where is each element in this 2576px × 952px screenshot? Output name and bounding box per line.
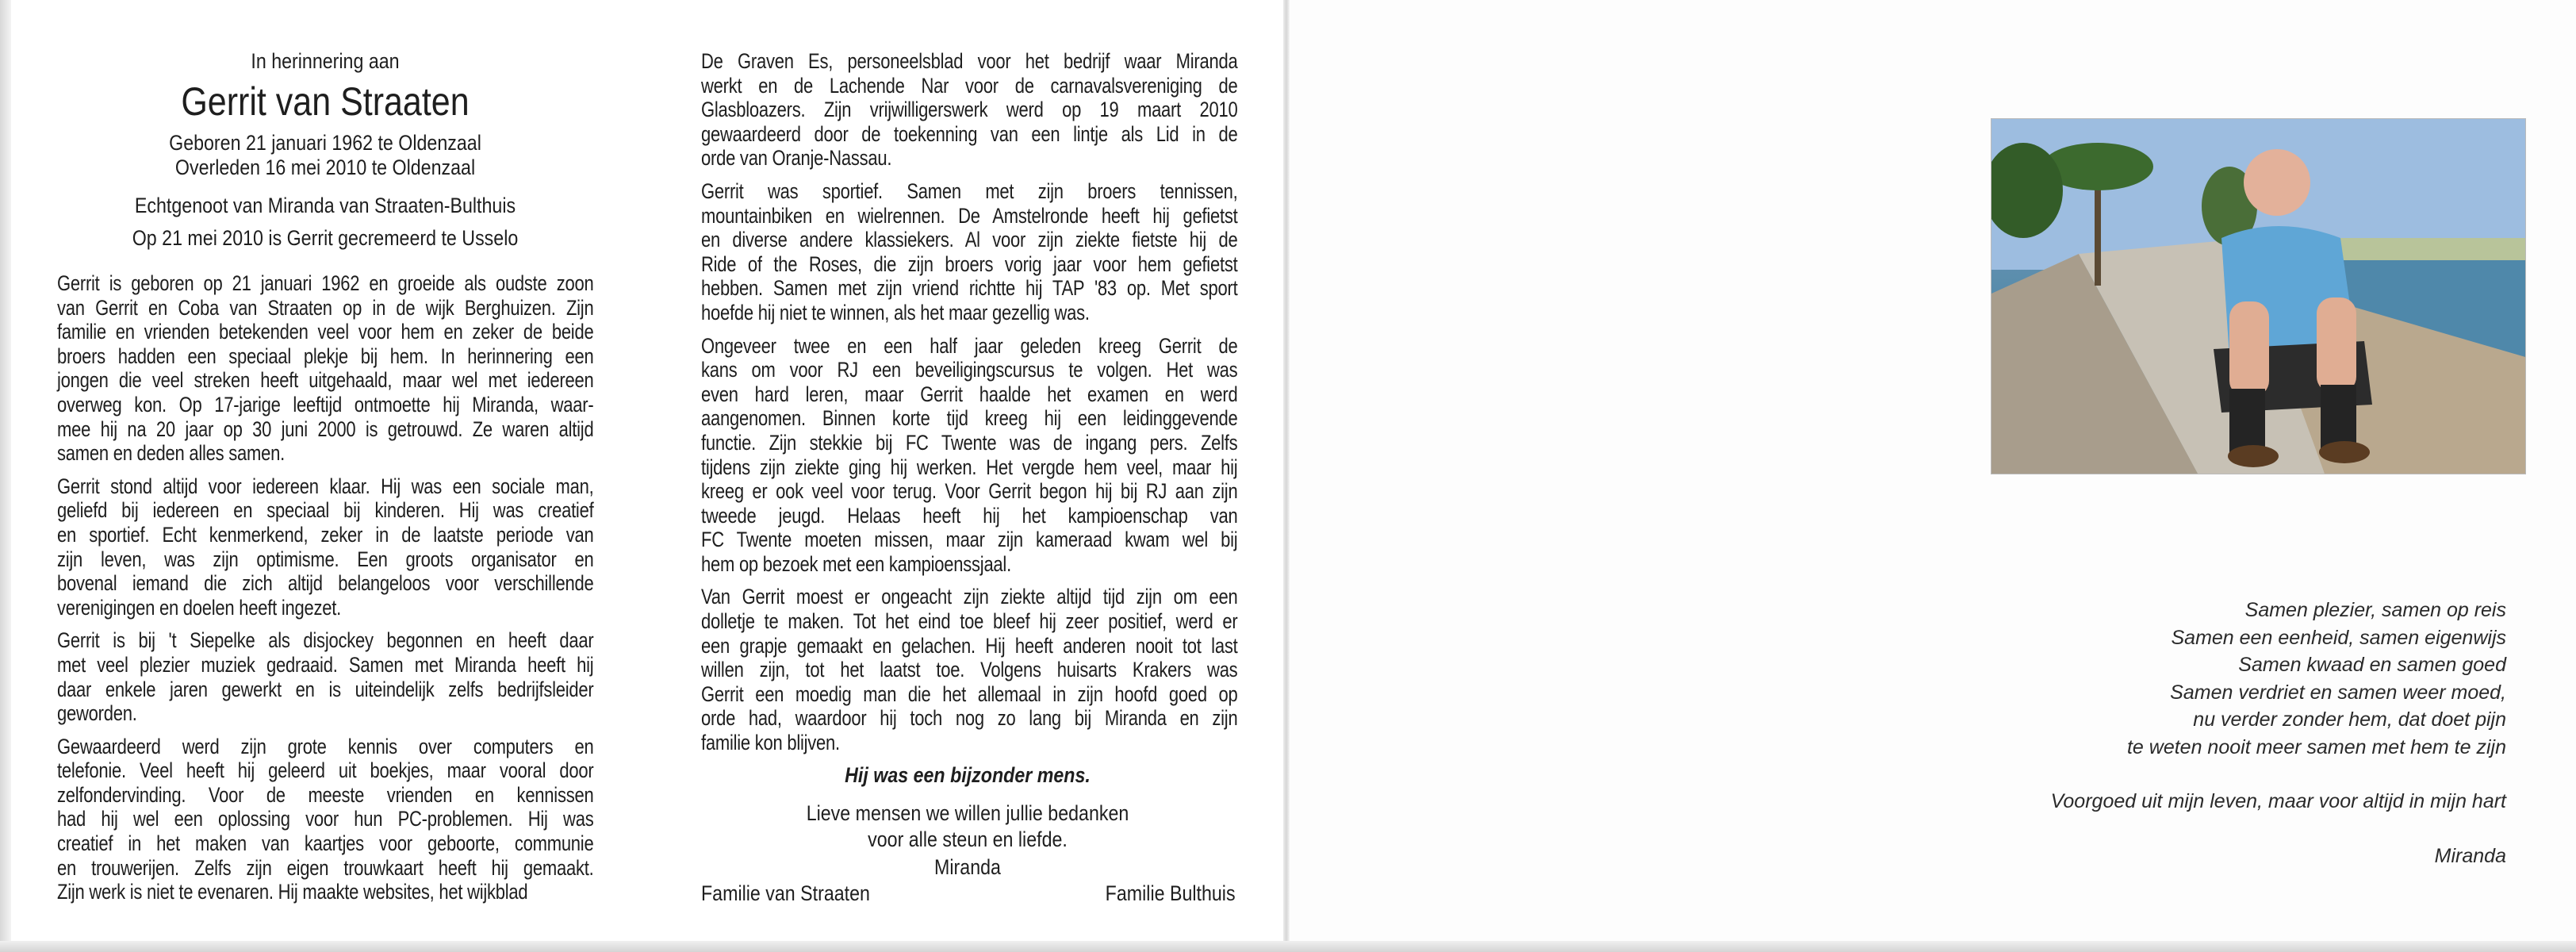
poem	[2051, 597, 2506, 869]
text-line: met veel plezier muziek gedraaid. Samen met Miranda heeft hij	[57, 652, 594, 677]
portrait-photo	[1991, 118, 2526, 474]
poem-line: te weten nooit meer samen met hem te zijn	[2126, 735, 2506, 758]
photo-scene	[1991, 119, 2525, 474]
poem-line: Samen plezier, samen op reis	[2244, 599, 2506, 621]
text-line: had hij wel een oplossing voor hun PC-problemen. Hij was	[57, 807, 594, 831]
poem-line: Samen verdriet en samen weer moed,	[2170, 681, 2506, 704]
text-line: zijn leven, was zijn optimisme. Een groots organisator en	[57, 547, 594, 571]
poem-line: nu verder zonder hem, dat doet pijn	[2193, 708, 2506, 731]
left-body-text	[57, 271, 593, 913]
text-line: kreeg er ook veel voor terug. Voor Gerrit begon hij bij RJ aan zijn	[701, 479, 1238, 504]
text-line: aangenomen. Binnen korte tijd kreeg hij een leidinggevende	[701, 406, 1238, 431]
text-line: Glasbloazers. Zijn vrijwilligerswerk werd op 19 maart 2010	[701, 98, 1238, 122]
signed-miranda: Miranda	[934, 855, 1001, 879]
intro-text: In herinnering aan	[251, 49, 400, 73]
text-line: werkt en de Lachende Nar voor de carnavalsvereniging de	[701, 73, 1238, 98]
text-line: tijdens zijn ziekte ging hij werken. Het vergde hem veel, maar hij	[701, 455, 1238, 479]
family-bulthuis: Familie Bulthuis	[1106, 881, 1236, 905]
text-line: overweg kon. Op 17-jarige leeftijd ontmoette hij Miranda, waar-	[57, 392, 594, 416]
cremation-line: Op 21 mei 2010 is Gerrit gecremeerd te Usselo	[132, 226, 519, 250]
text-line: zelfondervinding. Voor de meeste vrienden en kennissen	[57, 782, 594, 807]
paragraph	[57, 735, 593, 904]
text-line: creatief in het maken van kaartjes voor geboorte, communie	[57, 831, 594, 856]
text-line: Van Gerrit moest er ongeacht zijn ziekte altijd tijd zijn om een	[701, 585, 1238, 609]
text-line: verenigingen en doelen heeft ingezet.	[57, 595, 342, 620]
text-line: Gerrit een moedig man die het allemaal in zijn hoofd goed op	[701, 681, 1238, 706]
text-line: Gewaardeerd werd zijn grote kennis over computers en	[57, 734, 594, 758]
text-line: Ongeveer twee en een half jaar geleden kreeg Gerrit de	[701, 333, 1238, 358]
death-line: Overleden 16 mei 2010 te Oldenzaal	[174, 155, 476, 179]
poem-signature: Miranda	[2434, 844, 2506, 867]
text-line: dolletje te maken. Tot het eind toe bleef hij zeer positief, werd er	[701, 609, 1238, 634]
paragraph	[57, 628, 593, 725]
poem-line: Samen kwaad en samen goed	[2238, 654, 2506, 676]
text-line: gewaardeerd door de toekenning van een lintje als Lid in de	[701, 121, 1238, 146]
text-line: familie kon blijven.	[701, 731, 840, 755]
family-van-straaten: Familie van Straaten	[701, 881, 870, 905]
text-line: hoefde hij niet te winnen, als het maar gezellig was.	[701, 300, 1090, 324]
card-fold	[1283, 0, 1290, 952]
paragraph	[701, 334, 1237, 577]
deceased-name: Gerrit van Straaten	[181, 79, 470, 124]
birth-line: Geboren 21 januari 1962 te Oldenzaal	[169, 131, 481, 155]
text-line: daar enkele jaren gewerkt en is uiteindelijk zelfs bedrijfsleider	[57, 677, 594, 701]
card-edge-bottom	[0, 941, 2576, 952]
text-line: hebben. Samen met zijn vriend richtte hij TAP '83 op. Met sport	[701, 276, 1238, 301]
text-line: geworden.	[57, 701, 137, 726]
text-line: familie en vrienden betekenden veel voor hem en zeker de beide	[57, 320, 594, 344]
card-edge-left	[0, 0, 11, 952]
paragraph	[701, 585, 1237, 754]
text-line: hem op bezoek met een kampioenssjaal.	[701, 551, 1011, 576]
text-line: en diverse andere klassiekers. Al voor zijn ziekte fietste hij de	[701, 228, 1238, 252]
closing-statement: Hij was een bijzonder mens.	[845, 763, 1091, 787]
text-line: kans om voor RJ een beveiligingscursus te volgen. Het was	[701, 358, 1238, 382]
text-line: van Gerrit en Coba van Straaten op in de wijk Berghuizen. Zijn	[57, 295, 594, 320]
text-line: orde had, waardoor hij toch nog zo lang bij Miranda en zijn	[701, 706, 1238, 731]
text-line: en sportief. Echt kenmerkend, zeker in de laatste periode van	[57, 522, 594, 547]
text-line: Gerrit is geboren op 21 januari 1962 en groeide als oudste zoon	[57, 271, 594, 295]
text-line: telefonie. Veel heeft hij geleerd uit boekjes, maar vooral door	[57, 758, 594, 783]
text-line: mee hij na 20 jaar op 30 juni 2000 is getrouwd. Ze waren altijd	[57, 416, 594, 441]
text-line: De Graven Es, personeelsblad voor het bedrijf waar Miranda	[701, 49, 1238, 73]
motto: Voorgoed uit mijn leven, maar voor altijd in mijn hart	[2050, 790, 2506, 812]
text-line: functie. Zijn stekkie bij FC Twente was de ingang pers. Zelfs	[701, 430, 1238, 455]
paragraph	[701, 179, 1237, 325]
text-line: FC Twente moeten missen, maar zijn kameraad kwam wel bij	[701, 528, 1238, 552]
text-line: even hard leren, maar Gerrit haalde het examen en werd	[701, 382, 1238, 406]
text-line: broers hadden een speciaal plekje bij hem. In herinnering een	[57, 344, 594, 368]
text-line: en trouwerijen. Zelfs zijn eigen trouwkaart heeft hij gemaakt.	[57, 855, 594, 880]
text-line: jongen die veel streken heeft uitgehaald, maar wel met iedereen	[57, 368, 594, 393]
text-line: Ride of the Roses, die zijn broers vorig jaar voor hem gefietst	[701, 251, 1238, 276]
text-line: Gerrit was sportief. Samen met zijn broers tennissen,	[701, 178, 1238, 203]
text-line: een grapje gemaakt en gelachen. Hij heeft anderen nooit tot last	[701, 633, 1238, 658]
paragraph	[57, 271, 593, 466]
spouse-line: Echtgenoot van Miranda van Straaten-Bulthuis	[134, 194, 516, 217]
poem-line: Samen een eenheid, samen eigenwijs	[2171, 626, 2506, 649]
middle-body-text	[701, 49, 1237, 764]
text-line: orde van Oranje-Nassau.	[701, 146, 892, 171]
text-line: samen en deden alles samen.	[57, 441, 285, 466]
paragraph	[57, 474, 593, 620]
text-line: mountainbiken en wielrennen. De Amstelronde heeft hij gefietst	[701, 203, 1238, 228]
text-line: Gerrit stond altijd voor iedereen klaar. Hij was een sociale man,	[57, 474, 594, 498]
thanks-line-2: voor alle steun en liefde.	[868, 827, 1068, 851]
text-line: tweede jeugd. Helaas heeft hij het kampioenschap van	[701, 503, 1238, 528]
paragraph	[701, 49, 1237, 171]
text-line: Gerrit is bij 't Siepelke als disjockey begonnen en heeft daar	[57, 628, 594, 653]
text-line: bovenal iemand die zich altijd belangeloos voor verschillende	[57, 571, 594, 596]
text-line: Zijn werk is niet te evenaren. Hij maakte websites, het wijkblad	[57, 880, 528, 904]
text-line: willen zijn, tot het laatst toe. Volgens huisarts Krakers was	[701, 658, 1238, 682]
text-line: geliefd bij iedereen en speciaal bij kinderen. Hij was creatief	[57, 498, 594, 523]
thanks-line-1: Lieve mensen we willen jullie bedanken	[806, 801, 1129, 825]
